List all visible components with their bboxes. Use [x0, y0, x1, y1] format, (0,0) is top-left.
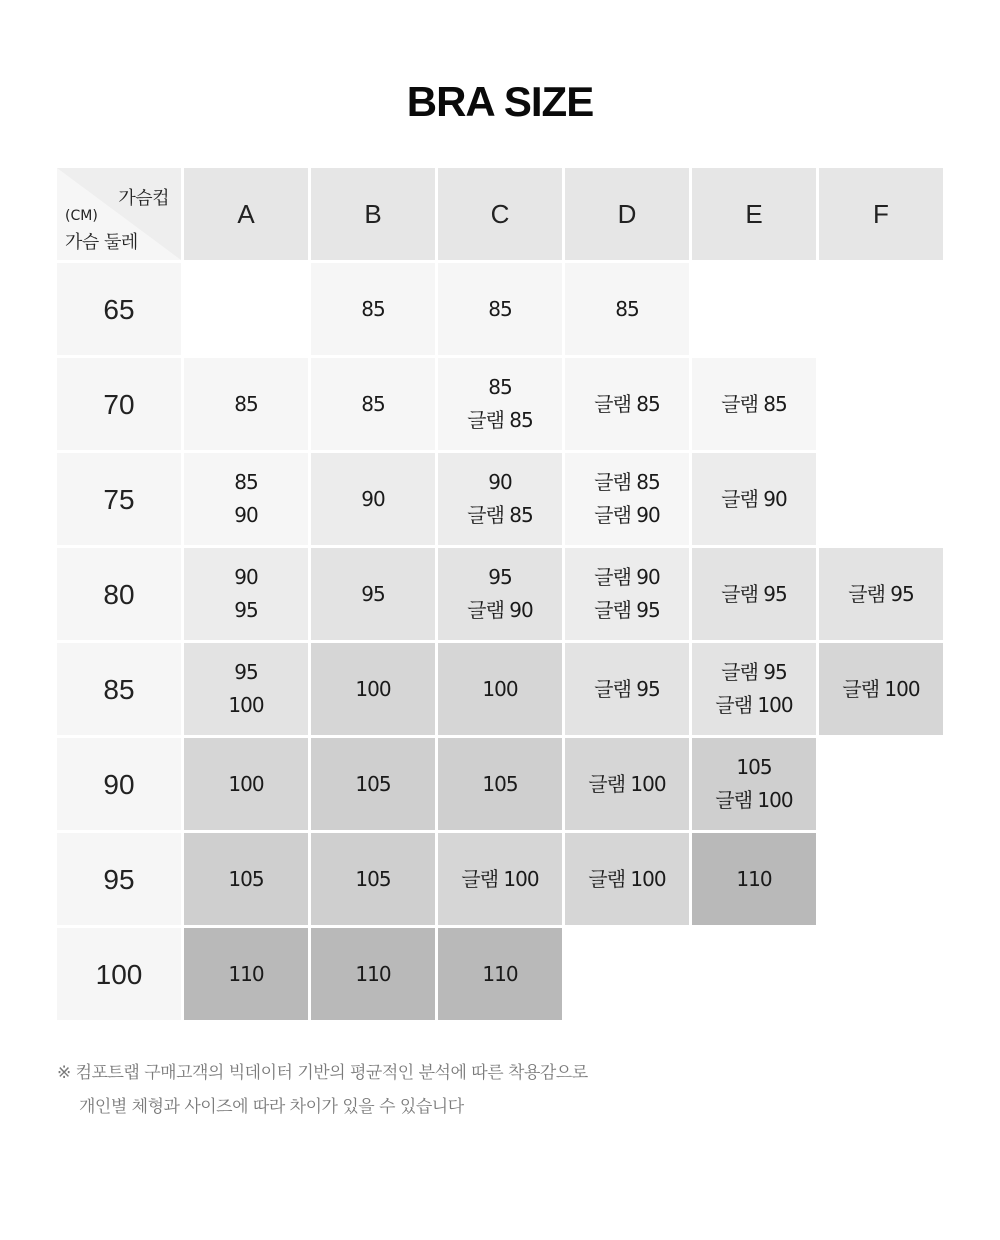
size-value: 글램 85: [594, 470, 660, 494]
note-line-1: ※ 컴포트랩 구매고객의 빅데이터 기반의 평균적인 분석에 따른 착용감으로: [57, 1063, 588, 1083]
size-cell-80-c: [438, 548, 562, 640]
size-value: 95: [361, 581, 385, 606]
size-cell-90-d: [565, 738, 689, 830]
size-value: 90: [488, 470, 512, 494]
size-value: 85: [361, 391, 385, 416]
size-value: 글램 100: [588, 866, 666, 891]
size-cell-100-b: [311, 928, 435, 1020]
size-cell-95-a: [184, 833, 308, 925]
size-value: 90: [234, 565, 258, 589]
size-value: 105: [355, 866, 391, 891]
size-cell-80-b: [311, 548, 435, 640]
size-cell-90-c: [438, 738, 562, 830]
size-cell-75-e: [692, 453, 816, 545]
band-header-95: 95: [57, 833, 181, 925]
size-cell-70-c: [438, 358, 562, 450]
size-value: 90: [361, 486, 385, 511]
size-value: 글램 100: [715, 693, 793, 717]
band-header-75: 75: [57, 453, 181, 545]
size-cell-95-e: [692, 833, 816, 925]
size-value: 글램 95: [594, 676, 660, 701]
size-cell-75-c: [438, 453, 562, 545]
size-value: 105: [228, 866, 264, 891]
size-value: 95: [234, 598, 258, 622]
size-cell-90-b: [311, 738, 435, 830]
size-cell-95-c: [438, 833, 562, 925]
size-cell-85-f: [819, 643, 943, 735]
size-cell-90-e: [692, 738, 816, 830]
size-value: 글램 85: [594, 391, 660, 416]
girth-axis-label: 가슴 둘레: [65, 232, 138, 253]
band-header-65: 65: [57, 263, 181, 355]
size-value: 110: [355, 961, 391, 986]
size-cell-70-e: [692, 358, 816, 450]
size-value: 글램 95: [721, 660, 787, 684]
size-cell-100-a: [184, 928, 308, 1020]
band-header-70: 70: [57, 358, 181, 450]
size-value: 85: [488, 296, 512, 321]
size-cell-65-b: [311, 263, 435, 355]
disclaimer-note: [57, 1056, 588, 1124]
size-value: 95: [488, 565, 512, 589]
size-cell-70-b: [311, 358, 435, 450]
band-header-90: 90: [57, 738, 181, 830]
size-cell-75-a: [184, 453, 308, 545]
size-cell-90-a: [184, 738, 308, 830]
cup-header-c: C: [438, 168, 562, 260]
size-cell-85-c: [438, 643, 562, 735]
size-cell-95-b: [311, 833, 435, 925]
size-cell-100-c: [438, 928, 562, 1020]
size-value: 110: [228, 961, 264, 986]
size-value: 100: [228, 771, 264, 796]
size-value: 글램 85: [467, 408, 533, 432]
size-value: 85: [234, 470, 258, 494]
band-header-100: 100: [57, 928, 181, 1020]
size-cell-70-d: [565, 358, 689, 450]
size-value: 글램 90: [594, 565, 660, 589]
size-cell-85-b: [311, 643, 435, 735]
size-value: 85: [361, 296, 385, 321]
size-value: 글램 85: [721, 391, 787, 416]
size-cell-65-d: [565, 263, 689, 355]
size-value: 글램 100: [715, 788, 793, 812]
size-cell-85-a: [184, 643, 308, 735]
page-title: BRA SIZE: [406, 78, 594, 125]
cup-axis-label: 가슴컵: [118, 188, 169, 209]
size-cell-75-d: [565, 453, 689, 545]
size-value: 100: [355, 676, 391, 701]
size-value: 110: [482, 961, 518, 986]
size-value: 85: [234, 391, 258, 416]
size-value: 글램 90: [467, 598, 533, 622]
size-value: 105: [355, 771, 391, 796]
size-cell-95-d: [565, 833, 689, 925]
size-cell-85-d: [565, 643, 689, 735]
size-value: 글램 95: [848, 581, 914, 606]
size-cell-75-b: [311, 453, 435, 545]
size-value: 105: [482, 771, 518, 796]
unit-label: (CM): [65, 208, 98, 224]
size-value: 글램 95: [594, 598, 660, 622]
size-cell-80-d: [565, 548, 689, 640]
size-cell-70-a: [184, 358, 308, 450]
size-cell-80-a: [184, 548, 308, 640]
cup-header-a: A: [184, 168, 308, 260]
cup-header-d: D: [565, 168, 689, 260]
size-value: 95: [234, 660, 258, 684]
band-header-80: 80: [57, 548, 181, 640]
band-header-85: 85: [57, 643, 181, 735]
size-value: 글램 90: [721, 486, 787, 511]
size-value: 85: [615, 296, 639, 321]
size-value: 100: [482, 676, 518, 701]
size-value: 글램 95: [721, 581, 787, 606]
size-value: 글램 90: [594, 503, 660, 527]
cup-header-e: E: [692, 168, 816, 260]
note-line-2: 개인별 체형과 사이즈에 따라 차이가 있을 수 있습니다: [79, 1097, 464, 1117]
size-value: 85: [488, 375, 512, 399]
cup-header-b: B: [311, 168, 435, 260]
size-cell-80-f: [819, 548, 943, 640]
size-value: 글램 85: [467, 503, 533, 527]
size-value: 글램 100: [842, 676, 920, 701]
size-value: 글램 100: [588, 771, 666, 796]
cup-header-f: F: [819, 168, 943, 260]
size-cell-80-e: [692, 548, 816, 640]
size-value: 90: [234, 503, 258, 527]
size-value: 110: [736, 866, 772, 891]
table-corner-header: [57, 168, 181, 260]
size-value: 글램 100: [461, 866, 539, 891]
size-value: 100: [228, 693, 264, 717]
size-cell-65-c: [438, 263, 562, 355]
size-value: 105: [736, 755, 772, 779]
size-cell-85-e: [692, 643, 816, 735]
